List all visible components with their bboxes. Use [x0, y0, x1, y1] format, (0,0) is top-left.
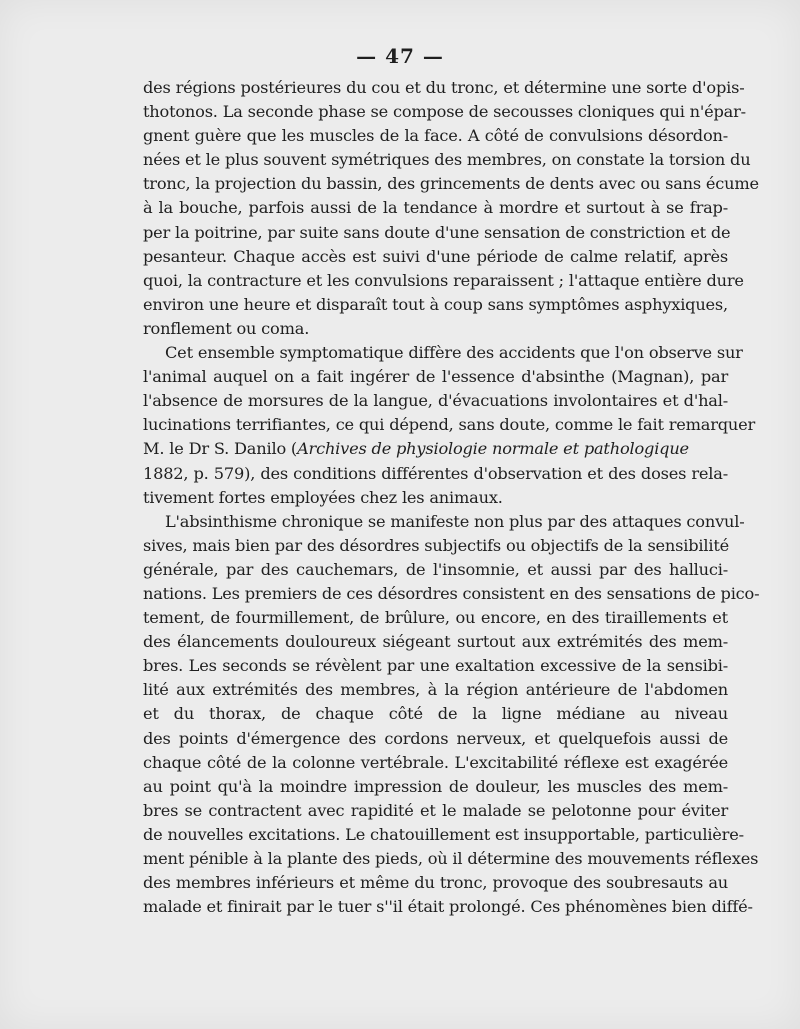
citation-intro: M. le Dr S. Danilo ( — [143, 439, 298, 459]
text-line-citation — [143, 437, 728, 461]
text-line: nées et le plus souvent symétriques des membres, on constate la torsion du — [143, 150, 751, 170]
text-line: tement, de fourmillement, de brûlure, ou encore, en des tiraillements et — [143, 608, 728, 628]
text-line: gnent guère que les muscles de la face. A côté de convulsions désordon- — [143, 126, 728, 146]
text-line: pesanteur. Chaque accès est suivi d'une période de calme relatif, après — [143, 246, 728, 266]
page-number: — 47 — — [356, 44, 444, 68]
journal-title: Archives de physiologie normale et pathologique — [297, 439, 689, 459]
text-line: quoi, la contracture et les convulsions reparaissent ; l'attaque entière dure — [143, 270, 744, 290]
text-line: per la poitrine, par suite sans doute d'une sensation de constriction et de — [143, 222, 731, 242]
text-line: des membres inférieurs et même du tronc, provoque des soubresauts au — [143, 873, 728, 893]
text-line: lucinations terrifiantes, ce qui dépend, sans doute, comme le fait remarquer — [143, 415, 756, 435]
text-line: nations. Les premiers de ces désordres consistent en des sensations de pico- — [143, 583, 760, 603]
text-line: des régions postérieures du cou et du tronc, et détermine une sorte d'opis- — [143, 78, 745, 97]
text-line: L'absinthisme chronique se manifeste non plus par des attaques convul- — [165, 511, 745, 531]
text-line: chaque côté de la colonne vertébrale. L'excitabilité réflexe est exagérée — [143, 752, 728, 772]
text-line: environ une heure et disparaît tout à coup sans symptômes asphyxiques, — [143, 294, 728, 314]
text-line: 1882, p. 579), des conditions différentes d'observation et des doses rela- — [143, 463, 728, 483]
text-line: ronflement ou coma. — [143, 318, 310, 338]
body-text — [143, 76, 760, 919]
text-line: au point qu'à la moindre impression de douleur, les muscles des mem- — [143, 776, 728, 796]
text-line: tronc, la projection du bassin, des grincements de dents avec ou sans écume — [143, 174, 759, 194]
text-line: et du thorax, de chaque côté de la ligne médiane au niveau — [143, 704, 728, 724]
text-line: tivement fortes employées chez les animaux. — [143, 487, 503, 507]
text-line: bres. Les seconds se révèlent par une exaltation excessive de la sensibi- — [143, 656, 728, 676]
text-line: des points d'émergence des cordons nerveux, et quelquefois aussi de — [143, 728, 728, 748]
text-line: malade et finirait par le tuer s''il était prolongé. Ces phénomènes bien diffé- — [143, 897, 753, 917]
text-line: des élancements douloureux siégeant surtout aux extrémités des mem- — [143, 632, 728, 652]
text-line: ment pénible à la plante des pieds, où il détermine des mouvements réflexes — [143, 849, 759, 868]
text-line: de nouvelles excitations. Le chatouillement est insupportable, particulière- — [143, 824, 744, 844]
text-line: sives, mais bien par des désordres subjectifs ou objectifs de la sensibilité — [143, 535, 730, 555]
text-line: à la bouche, parfois aussi de la tendance à mordre et surtout à se frap- — [143, 198, 728, 218]
text-line: Cet ensemble symptomatique diffère des accidents que l'on observe sur — [165, 343, 743, 363]
text-line: thotonos. La seconde phase se compose de secousses cloniques qui n'épar- — [143, 102, 746, 122]
text-line: lité aux extrémités des membres, à la région antérieure de l'abdomen — [143, 680, 728, 700]
text-line: l'animal auquel on a fait ingérer de l'essence d'absinthe (Magnan), par — [143, 367, 728, 387]
text-line: l'absence de morsures de la langue, d'évacuations involontaires et d'hal- — [143, 391, 728, 411]
text-line: générale, par des cauchemars, de l'insomnie, et aussi par des halluci- — [143, 559, 728, 579]
text-line: bres se contractent avec rapidité et le malade se pelotonne pour éviter — [143, 800, 728, 820]
